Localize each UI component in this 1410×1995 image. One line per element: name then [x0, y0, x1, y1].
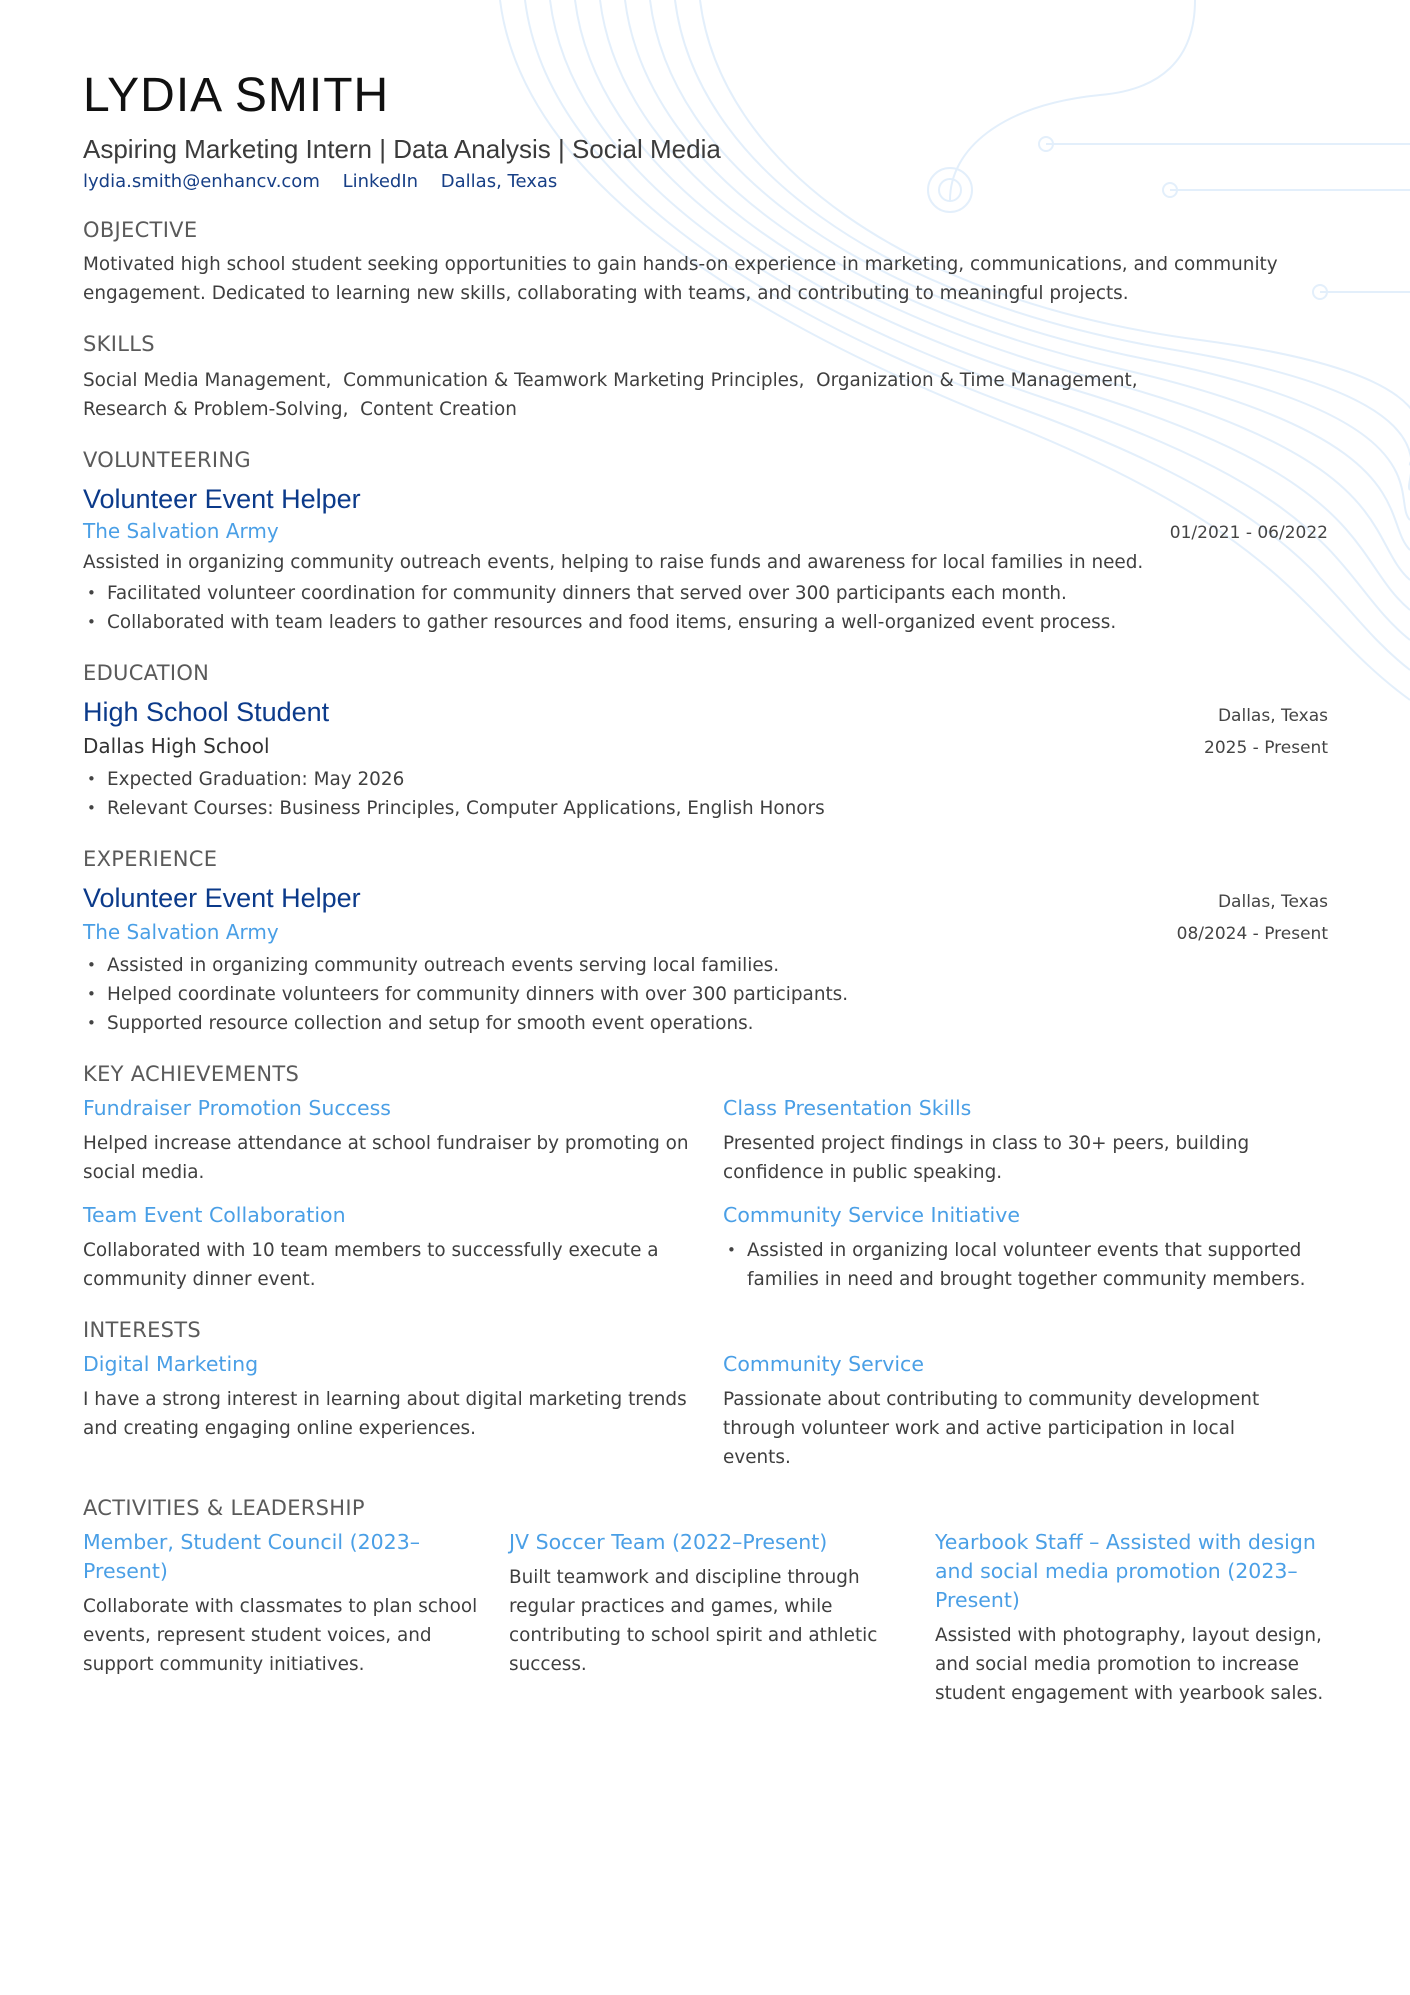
activity-text: Assisted with photography, layout design, and social media promotion to increase student engagement with yearbook sales.	[935, 1625, 1324, 1704]
activities-section	[83, 1494, 1328, 1708]
achievement-text: Helped increase attendance at school fundraiser by promoting on social media.	[83, 1133, 689, 1183]
volunteering-summary: Assisted in organizing community outreach events, helping to raise funds and awareness for local families in need.	[83, 552, 1144, 573]
education-location: Dallas, Texas	[1217, 706, 1328, 726]
interest-text: Passionate about contributing to community development through volunteer work and active participation in local events.	[723, 1389, 1260, 1468]
experience-location: Dallas, Texas	[1217, 892, 1328, 912]
interest-item	[723, 1344, 1328, 1472]
section-title-volunteering: VOLUNTEERING	[83, 448, 251, 472]
volunteering-bullets	[83, 579, 1328, 637]
linkedin-link[interactable]: LinkedIn	[342, 171, 419, 192]
experience-section	[83, 845, 1328, 1038]
interest-title: Digital Marketing	[83, 1352, 259, 1376]
list-item: • Supported resource collection and setup for smooth event operations.	[83, 1009, 1328, 1038]
list-item: • Facilitated volunteer coordination for community dinners that served over 300 participants each month.	[83, 579, 1328, 608]
interest-item	[83, 1344, 723, 1472]
skills-line-1: Social Media Management, Communication & Teamwork Marketing Principles, Organization & Time Management,	[83, 370, 1138, 391]
achievement-text: Presented project findings in class to 30+ peers, building confidence in public speaking.	[723, 1133, 1250, 1183]
skills-line-2: Research & Problem-Solving, Content Creation	[83, 399, 517, 420]
volunteering-dates: 01/2021 - 06/2022	[1169, 523, 1328, 543]
email-link[interactable]: lydia.smith@enhancv.com	[83, 171, 320, 192]
education-school: Dallas High School	[83, 734, 270, 758]
section-title-experience: EXPERIENCE	[83, 847, 218, 871]
resume	[83, 64, 1328, 1708]
activity-text: Collaborate with classmates to plan school events, represent student voices, and support community initiatives.	[83, 1596, 478, 1675]
activity-item	[935, 1522, 1328, 1708]
achievement-title: Class Presentation Skills	[723, 1096, 972, 1120]
activity-title: JV Soccer Team (2022–Present)	[509, 1530, 828, 1554]
section-title-education: EDUCATION	[83, 661, 210, 685]
location-text: Dallas, Texas	[440, 171, 558, 192]
section-title-achievements: KEY ACHIEVEMENTS	[83, 1062, 300, 1086]
activity-title: Yearbook Staff – Assisted with design and social media promotion (2023–Present)	[935, 1530, 1316, 1612]
experience-dates: 08/2024 - Present	[1176, 924, 1328, 944]
achievement-item	[723, 1195, 1328, 1294]
achievements-section	[83, 1060, 1328, 1294]
achievement-item	[723, 1088, 1328, 1187]
education-degree: High School Student	[83, 697, 330, 727]
candidate-tagline: Aspiring Marketing Intern | Data Analysis | Social Media	[83, 134, 721, 164]
achievement-text: Collaborated with 10 team members to successfully execute a community dinner event.	[83, 1240, 659, 1290]
education-bullets	[83, 765, 1328, 823]
achievement-item	[83, 1088, 723, 1187]
volunteering-org: The Salvation Army	[83, 519, 279, 543]
section-title-interests: INTERESTS	[83, 1318, 202, 1342]
list-item: • Assisted in organizing community outreach events serving local families.	[83, 951, 1328, 980]
activity-text: Built teamwork and discipline through regular practices and games, while contributing to school spirit and athletic success.	[509, 1567, 878, 1675]
education-section	[83, 659, 1328, 823]
list-item: • Assisted in organizing local volunteer events that supported families in need and brought together community members.	[723, 1236, 1308, 1294]
activity-item	[509, 1522, 935, 1708]
contact-row	[83, 170, 1328, 194]
volunteering-section	[83, 446, 1328, 637]
section-title-activities: ACTIVITIES & LEADERSHIP	[83, 1496, 365, 1520]
achievement-item	[83, 1195, 723, 1294]
objective-text: Motivated high school student seeking opportunities to gain hands-on experience in marketing, communications, and community engagement. Dedicated to learning new skills, collaborating with teams, and contributing to meaningful projects.	[83, 254, 1278, 304]
objective-section	[83, 216, 1328, 308]
achievement-bullets	[723, 1236, 1308, 1294]
interest-text: I have a strong interest in learning about digital marketing trends and creating engaging online experiences.	[83, 1389, 687, 1439]
activity-item	[83, 1522, 509, 1708]
list-item: • Expected Graduation: May 2026	[83, 765, 1328, 794]
achievement-title: Fundraiser Promotion Success	[83, 1096, 391, 1120]
experience-role: Volunteer Event Helper	[83, 883, 361, 913]
achievement-title: Community Service Initiative	[723, 1203, 1020, 1227]
section-title-objective: OBJECTIVE	[83, 218, 198, 242]
section-title-skills: SKILLS	[83, 332, 155, 356]
education-dates: 2025 - Present	[1204, 738, 1328, 758]
experience-bullets	[83, 951, 1328, 1038]
achievement-title: Team Event Collaboration	[83, 1203, 346, 1227]
skills-section	[83, 330, 1328, 424]
candidate-name: LYDIA SMITH	[83, 69, 390, 122]
experience-org: The Salvation Army	[83, 920, 279, 944]
resume-header	[83, 64, 1328, 194]
activity-title: Member, Student Council (2023–Present)	[83, 1530, 421, 1583]
volunteering-role: Volunteer Event Helper	[83, 484, 361, 514]
list-item: • Collaborated with team leaders to gather resources and food items, ensuring a well-organized event process.	[83, 608, 1328, 637]
list-item: • Helped coordinate volunteers for community dinners with over 300 participants.	[83, 980, 1328, 1009]
interests-section	[83, 1316, 1328, 1472]
list-item: • Relevant Courses: Business Principles, Computer Applications, English Honors	[83, 794, 1328, 823]
interest-title: Community Service	[723, 1352, 924, 1376]
